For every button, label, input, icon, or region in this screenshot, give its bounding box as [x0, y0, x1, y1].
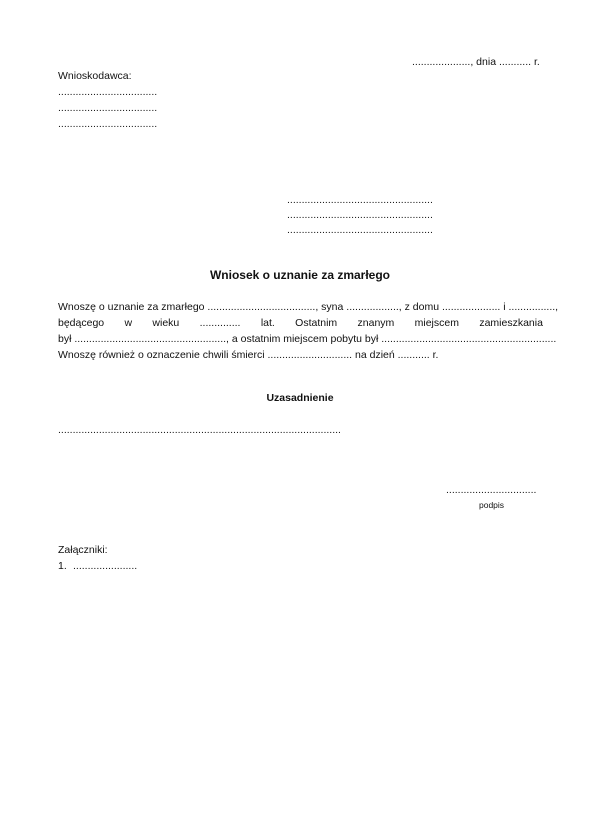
body-word: .............. — [199, 317, 241, 329]
body-line-4: Wnoszę również o oznaczenie chwili śmierci ............................. na dzień ........... r. — [58, 349, 439, 361]
attachments-label: Załączniki: — [58, 544, 108, 556]
attachment-item-number: 1. — [58, 560, 67, 572]
body-word: Ostatnim — [295, 317, 338, 329]
body-word: wieku — [152, 317, 180, 329]
body-line-1: Wnoszę o uznanie za zmarłego ....................................., syna .................., z domu .................... i ................, — [58, 301, 559, 313]
body-word: znanym — [357, 317, 395, 329]
court-line-3: .................................................. — [287, 224, 433, 236]
attachment-item-text: ...................... — [73, 560, 138, 572]
body-word: lat. — [260, 317, 275, 329]
applicant-line-3: .................................. — [58, 118, 158, 130]
applicant-label: Wnioskodawca: — [58, 70, 132, 82]
body-word: miejscem — [414, 317, 459, 329]
justification-heading: Uzasadnienie — [266, 392, 334, 404]
body-word: będącego — [58, 317, 105, 329]
body-word: w — [124, 317, 133, 329]
applicant-line-1: .................................. — [58, 86, 158, 98]
signature-label: podpis — [479, 500, 505, 510]
applicant-line-2: .................................. — [58, 102, 158, 114]
signature-line: ............................... — [446, 484, 537, 496]
body-word: zamieszkania — [479, 317, 543, 329]
document-title: Wniosek o uznanie za zmarłego — [209, 268, 391, 282]
court-line-1: .................................................. — [287, 194, 433, 206]
justification-line: ................................................................................................. — [58, 424, 341, 436]
body-line-3: był ...................................................., a ostatnim miejscem pobytu był ............................................................ — [58, 333, 557, 345]
court-line-2: .................................................. — [287, 209, 433, 221]
body-line-2 — [58, 317, 543, 329]
place-date-line: ...................., dnia ........... r. — [412, 56, 540, 68]
